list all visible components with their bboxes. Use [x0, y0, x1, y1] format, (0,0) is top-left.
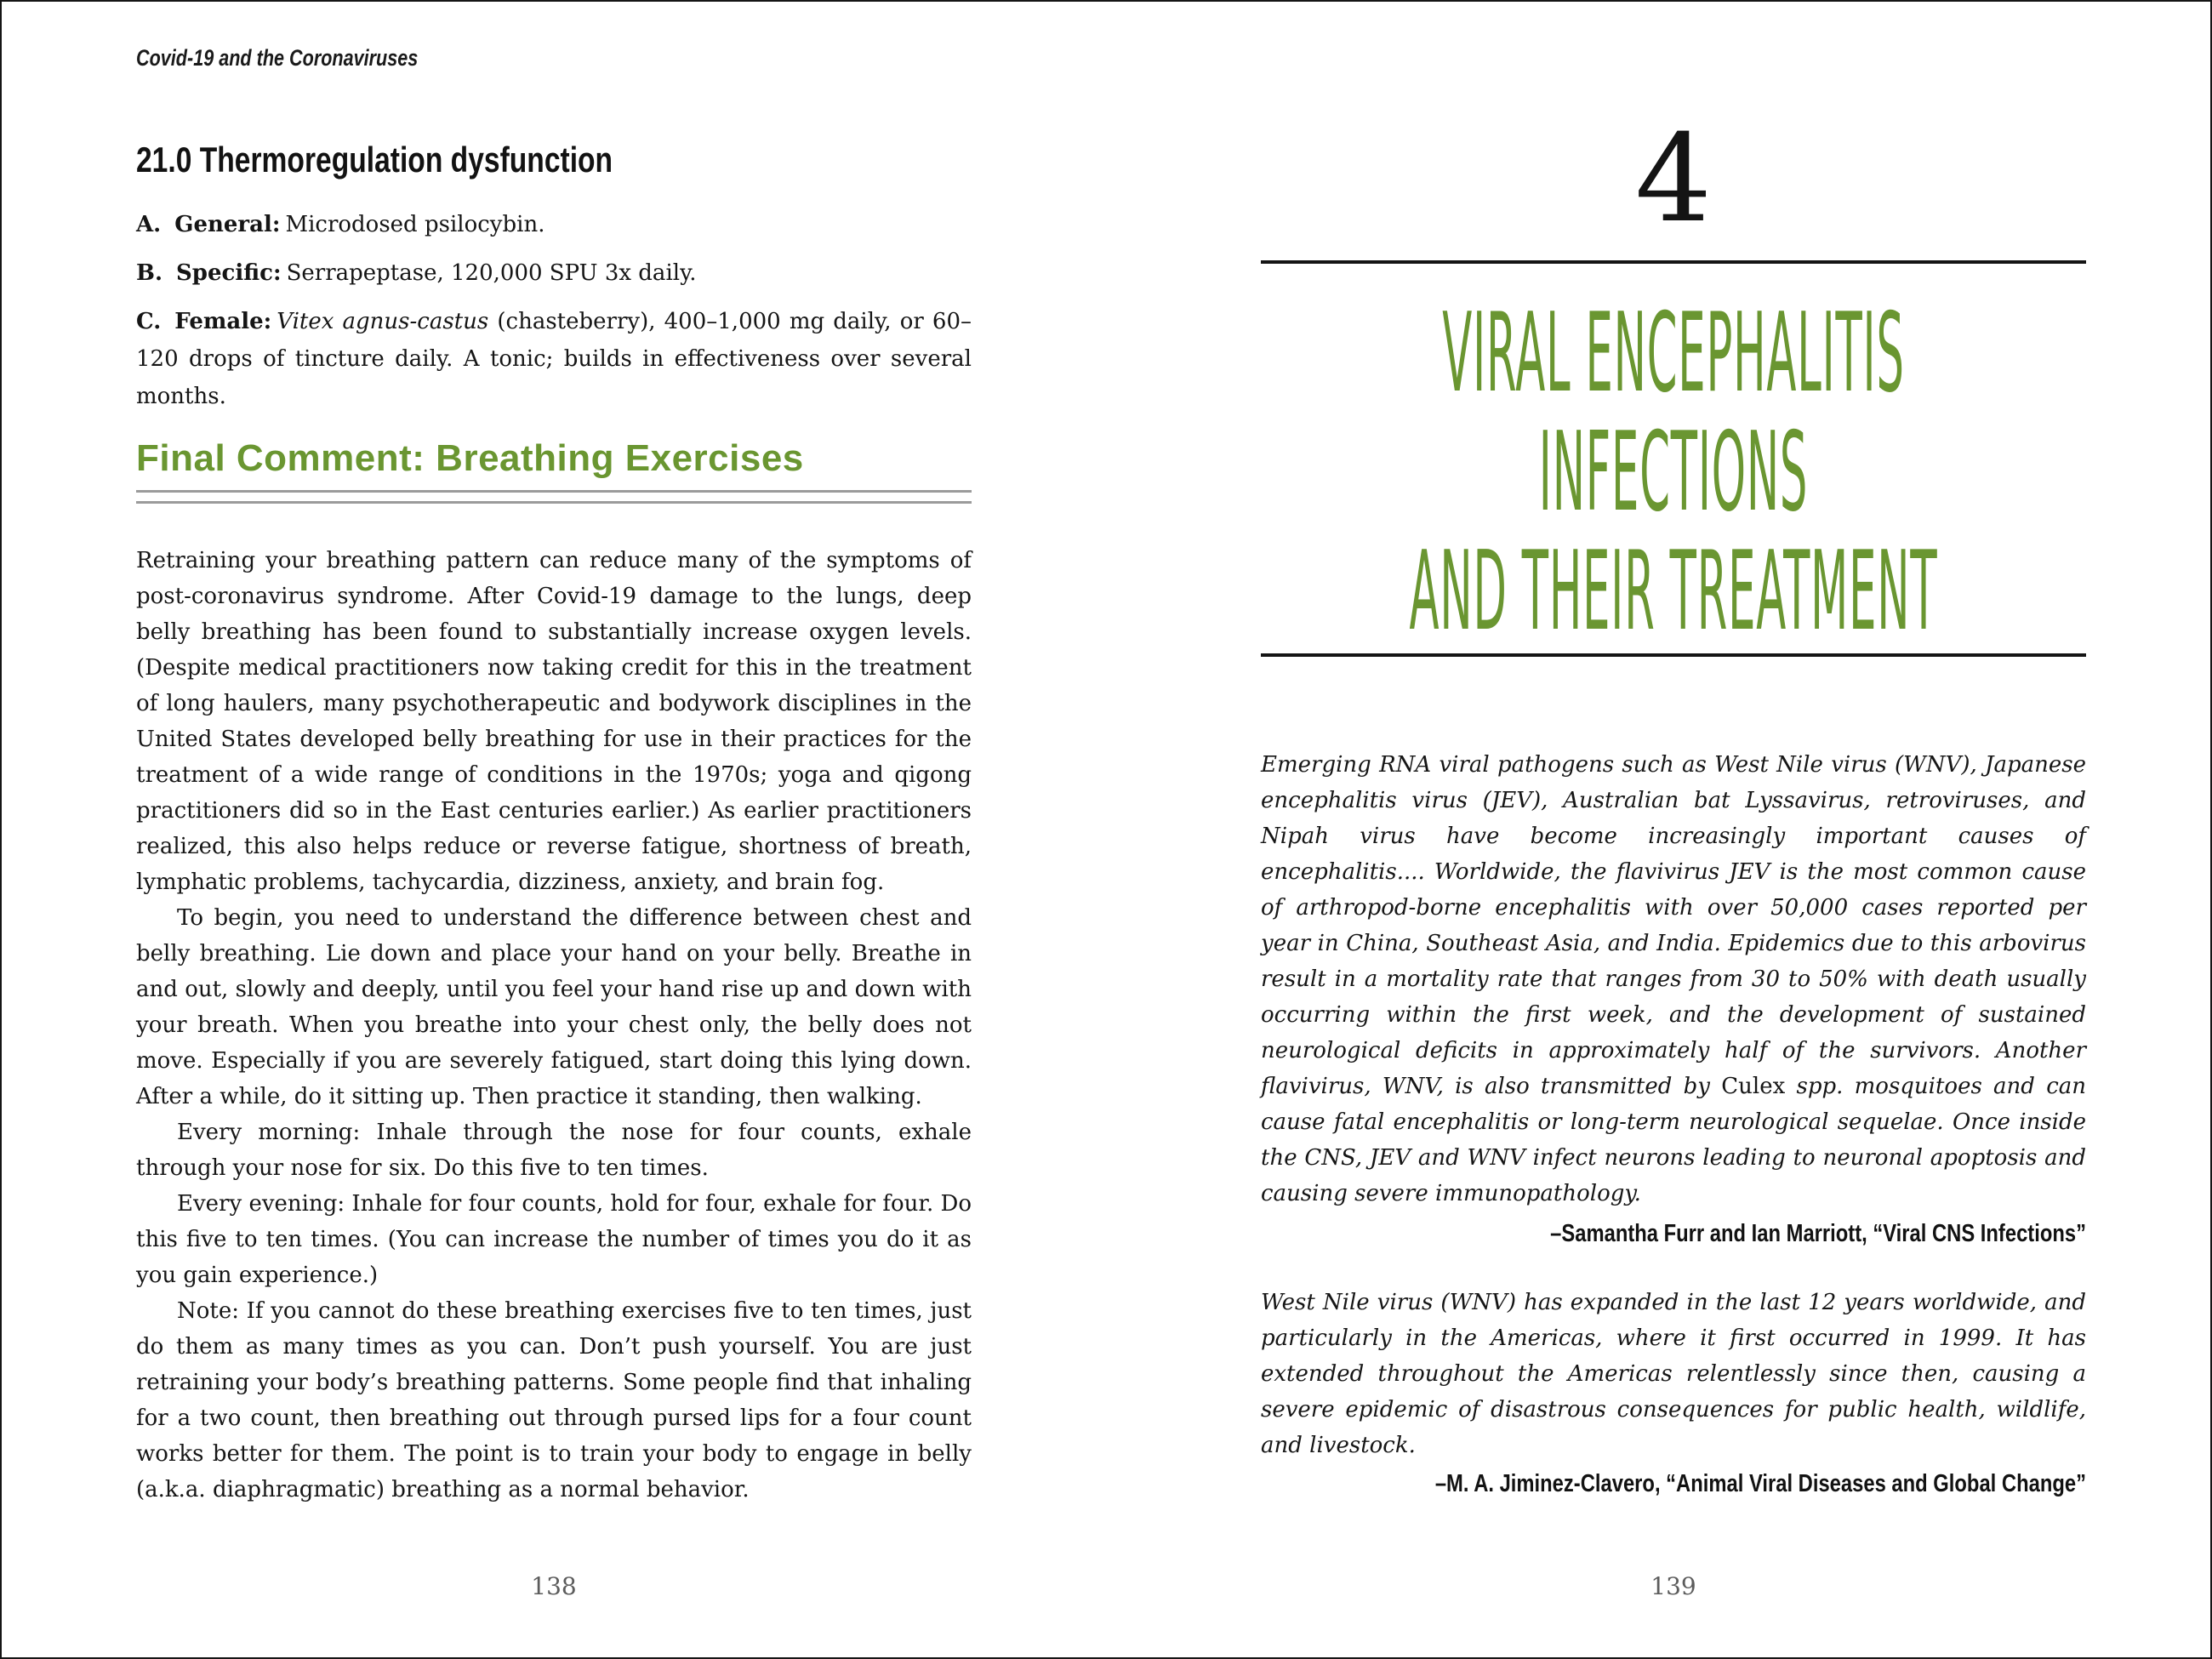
epigraph-genus-name: Culex — [1721, 1074, 1786, 1099]
epigraph-text: West Nile virus (WNV) has expanded in the last 12 years worldwide, and particularly in the Americas, where it first occurred in 1999. It has extended throughout the Americas relentlessly since then, causing a severe epidemic of disastrous consequences for public health, wildlife, and livestock. — [1261, 1290, 2086, 1458]
list-item-b — [136, 254, 972, 292]
body-paragraph: Every morning: Inhale through the nose for four counts, exhale through your nose for six. Do this five to ten times. — [136, 1120, 972, 1181]
body-paragraph: To begin, you need to understand the difference between chest and belly breathing. Lie down and place your hand on your belly. Breathe in and out, slowly and deeply, until you feel your hand rise up and down with your breath. When you breathe into your chest only, the belly does not move. Especially if you are severely fatigued, start doing this lying down. After a while, do it sitting up. Then practice it standing, then walking. — [136, 905, 972, 1109]
final-comment-heading: Final Comment: Breathing Exercises — [136, 437, 804, 479]
item-label: Female: — [174, 309, 272, 334]
list-item-c — [136, 303, 972, 415]
epigraph-segment: spp. mosquitoes and can cause fatal encephalitis or long-term neurological sequelae. Once inside the CNS, JEV and WNV infect neurons leading to neuronal apoptosis and causing severe immunopathology. — [1261, 1074, 2086, 1206]
epigraph-attribution: –M. A. Jiminez-Clavero, “Animal Viral Diseases and Global Change” — [1434, 1470, 2086, 1497]
chapter-title — [1260, 290, 2087, 655]
body-paragraph: Note: If you cannot do these breathing exercises five to ten times, just do them as many times as you can. Don’t push yourself. You are just retraining your body’s breathing patterns. Some people find that inhaling for a two count, then breathing out through pursed lips for a four count works better for them. The point is to train your body to engage in belly (a.k.a. diaphragmatic) breathing as a normal behavior. — [136, 1298, 972, 1502]
running-head: Covid-19 and the Coronaviruses — [136, 45, 419, 71]
item-letter: B. — [136, 260, 163, 286]
epigraph-attribution: –Samantha Furr and Ian Marriott, “Viral CNS Infections” — [1550, 1220, 2086, 1247]
item-text: Microdosed psilocybin. — [285, 212, 545, 237]
right-page — [1261, 2, 2086, 1499]
left-page — [136, 2, 972, 1508]
item-label: General: — [174, 212, 281, 237]
list-item-a — [136, 206, 972, 243]
chapter-title-line: INFECTIONS — [1538, 409, 1809, 536]
item-text-latin-name: Vitex agnus-castus — [276, 309, 489, 334]
body-paragraph: Every evening: Inhale for four counts, hold for four, exhale for four. Do this five to ten times. (You can increase the number of times you do it as you gain experience.) — [136, 1191, 972, 1288]
epigraph-segment: Emerging RNA viral pathogens such as West Nile virus (WNV), Japanese encephalitis virus (JEV), Australian bat Lyssavirus, retroviruses, and Nipah virus have become increasingly important causes of encephalitis.... Worldwide, the flavivirus JEV is the most common cause of arthropod-borne encephalitis with over 50,000 cases reported per year in China, Southeast Asia, and India. Epidemics due to this arbovirus result in a mortality rate that ranges from 30 to 50% with death usually occurring within the first week, and the development of sustained neurological deficits in approximately half of the survivors. Another flavivirus, WNV, is also transmitted by — [1261, 752, 2086, 1099]
page-number-right: 139 — [1650, 1572, 1696, 1600]
item-letter: A. — [136, 212, 162, 237]
section-heading: 21.0 Thermoregulation dysfunction — [136, 140, 613, 180]
item-text: (chasteberry), 400–1,000 mg daily, or 60–120 drops of tincture daily. A tonic; builds in effectiveness over several months. — [136, 309, 972, 409]
item-text: Serrapeptase, 120,000 SPU 3x daily. — [286, 260, 697, 286]
chapter-number: 4 — [1634, 109, 1713, 249]
chapter-rule-top — [1261, 260, 2086, 264]
body-paragraph: Retraining your breathing pattern can reduce many of the symptoms of post-coronavirus syndrome. After Covid-19 damage to the lungs, deep belly breathing has been found to substantially increase oxygen levels. (Despite medical practitioners now taking credit for this in the treatment of long haulers, many psychotherapeutic and bodywork disciplines in the United States developed belly breathing for use in their practices for the treatment of a wide range of conditions in the 1970s; yoga and qigong practitioners did so in the East centuries earlier.) As earlier practitioners realized, this also helps reduce or reverse fatigue, shortness of breath, lymphatic problems, tachycardia, dizziness, anxiety, and brain fog. — [136, 548, 972, 895]
chapter-title-line: AND THEIR TREATMENT — [1409, 528, 1938, 655]
item-label: Specific: — [176, 260, 282, 286]
item-letter: C. — [136, 309, 162, 334]
epigraph-text — [1261, 747, 2086, 1211]
remedy-list — [136, 206, 972, 415]
chapter-title-line: VIRAL ENCEPHALITIS — [1442, 290, 1905, 417]
page-number-left: 138 — [531, 1572, 577, 1600]
double-rule — [136, 490, 972, 504]
body-text — [136, 543, 972, 1508]
